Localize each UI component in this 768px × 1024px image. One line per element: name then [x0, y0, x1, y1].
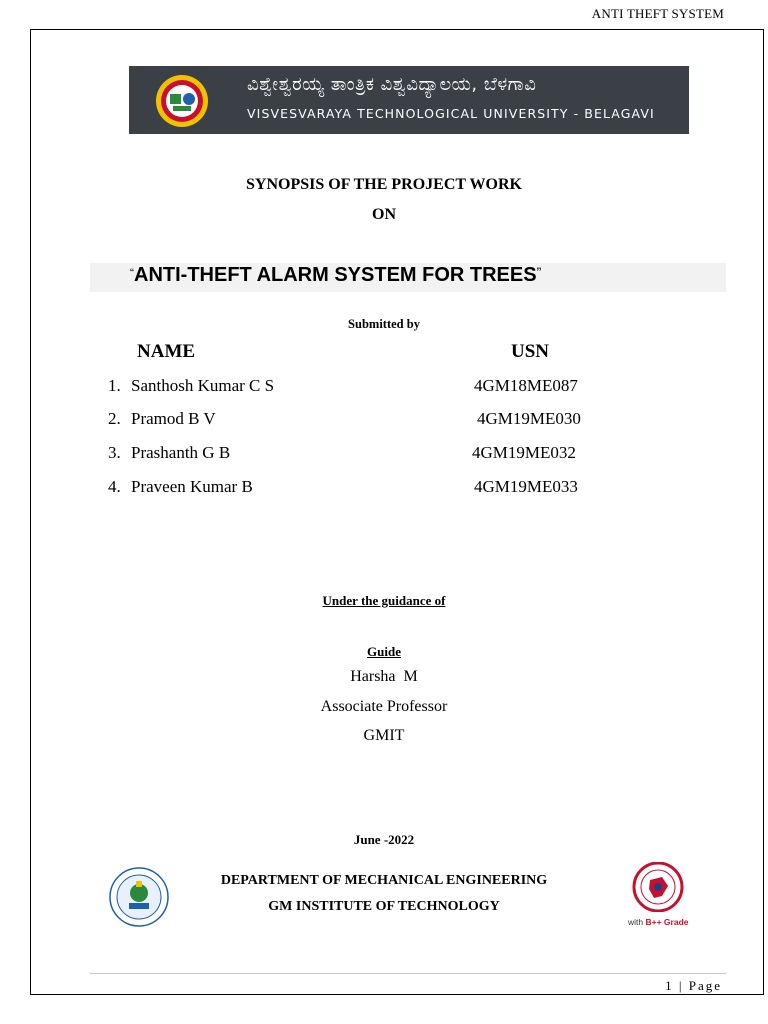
page-number: [665, 978, 722, 994]
footer-divider: [90, 973, 726, 974]
name-column-header: NAME: [137, 341, 196, 362]
grade-suffix: Grade: [661, 917, 689, 927]
grade-value: B++: [645, 917, 662, 927]
page-sep: |: [673, 978, 689, 993]
project-title: [130, 264, 541, 287]
member-row: [0, 409, 768, 433]
running-header: ANTI THEFT SYSTEM: [591, 6, 724, 21]
banner-english-text: VISVESVARAYA TECHNOLOGICAL UNIVERSITY - BELAGAVI: [247, 106, 655, 121]
grade-prefix: with: [628, 917, 646, 927]
submitted-by-label: Submitted by: [348, 317, 420, 331]
naac-grade-caption: [628, 917, 689, 927]
member-number: 4.: [108, 477, 121, 496]
page-num: 1: [665, 978, 674, 993]
member-row: [0, 477, 768, 501]
on-label: ON: [372, 206, 396, 223]
guide-name: Harsha M: [350, 668, 418, 685]
guide-label: Guide: [367, 644, 401, 659]
department-name: DEPARTMENT OF MECHANICAL ENGINEERING: [220, 873, 548, 888]
member-name: Praveen Kumar B: [131, 477, 253, 496]
member-name: Prashanth G B: [131, 443, 231, 462]
naac-accreditation-logo: [628, 862, 688, 912]
member-row: [0, 443, 768, 467]
guidance-heading: Under the guidance of: [322, 593, 446, 608]
guide-institution: GMIT: [363, 727, 405, 744]
member-usn: 4GM18ME087: [474, 376, 578, 395]
member-row: [0, 376, 768, 400]
member-number: 1.: [108, 376, 121, 395]
member-name: Santhosh Kumar C S: [131, 376, 275, 395]
submission-date: June -2022: [353, 832, 415, 847]
close-quote: ”: [536, 264, 542, 280]
member-usn: 4GM19ME030: [477, 409, 581, 428]
university-banner: [129, 66, 689, 134]
open-quote: “: [130, 266, 134, 280]
member-number: 3.: [108, 443, 121, 462]
guide-designation: Associate Professor: [320, 698, 448, 715]
vtu-seal-logo: [155, 74, 209, 128]
project-title-text: ANTI-THEFT ALARM SYSTEM FOR TREES: [134, 264, 537, 286]
usn-column-header: USN: [511, 341, 550, 362]
banner-kannada-text: ವಿಶ್ವೇಶ್ವರಯ್ಯ ತಾಂತ್ರಿಕ ವಿಶ್ವವಿದ್ಯಾಲಯ, ಬೆಳಗಾವಿ: [247, 74, 537, 95]
page-border: [30, 29, 764, 995]
member-usn: 4GM19ME032: [472, 443, 576, 462]
institute-name: GM INSTITUTE OF TECHNOLOGY: [268, 899, 500, 914]
synopsis-heading: SYNOPSIS OF THE PROJECT WORK: [246, 176, 522, 193]
page-word: Page: [688, 978, 722, 993]
member-name: Pramod B V: [131, 409, 216, 428]
member-number: 2.: [108, 409, 121, 428]
member-usn: 4GM19ME033: [474, 477, 578, 496]
